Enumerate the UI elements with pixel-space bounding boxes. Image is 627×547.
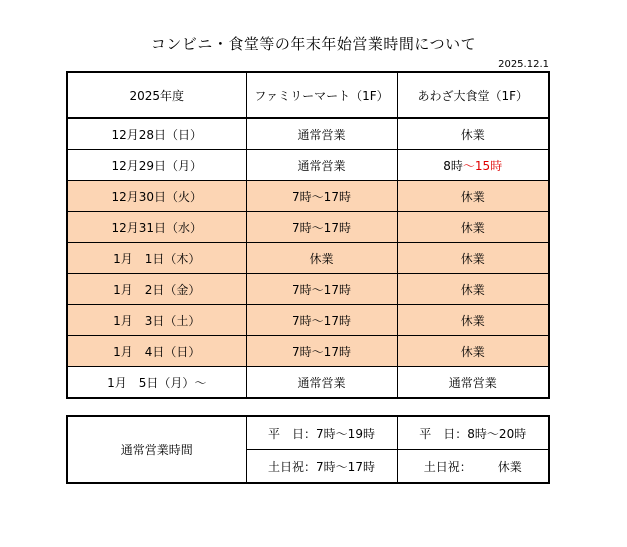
header-familymart: ファミリーマート（1F）: [246, 72, 397, 118]
date-cell: 1月 3日（土）: [67, 305, 246, 336]
header-fiscal-year: 2025年度: [67, 72, 246, 118]
header-awaza-cafeteria: あわざ大食堂（1F）: [397, 72, 549, 118]
date-cell: 12月29日（月）: [67, 150, 246, 181]
awaza-cell: [397, 150, 549, 181]
awaza-cell: 休業: [397, 181, 549, 212]
awaza-hours-end: ～15時: [462, 158, 503, 173]
regular-hours-label: 通常営業時間: [67, 416, 246, 483]
familymart-cell: 7時～17時: [246, 336, 397, 367]
awaza-cell: 休業: [397, 336, 549, 367]
familymart-cell: 7時～17時: [246, 181, 397, 212]
table-row: [67, 243, 549, 274]
date-cell: 1月 1日（木）: [67, 243, 246, 274]
date-cell: 12月28日（日）: [67, 118, 246, 150]
awaza-cell: 休業: [397, 118, 549, 150]
table-row: [67, 305, 549, 336]
table-row: [67, 212, 549, 243]
familymart-weekday-hours: 平 日：7時～19時: [246, 416, 397, 450]
table-header-row: [67, 72, 549, 118]
holiday-schedule-table: [66, 71, 550, 399]
awaza-hours-start: 8時: [443, 158, 463, 173]
table-row: [67, 118, 549, 150]
familymart-cell: 7時～17時: [246, 274, 397, 305]
awaza-weekend-label: 土日祝：: [423, 459, 472, 474]
date-cell: 12月30日（火）: [67, 181, 246, 212]
table-row: [67, 367, 549, 399]
table-row: [67, 336, 549, 367]
familymart-cell: 通常営業: [246, 367, 397, 399]
awaza-weekend-hours: [397, 450, 549, 484]
date-cell: 12月31日（水）: [67, 212, 246, 243]
awaza-cell: 休業: [397, 243, 549, 274]
awaza-cell: 通常営業: [397, 367, 549, 399]
page-title: コンビニ・食堂等の年末年始営業時間について: [150, 35, 477, 53]
awaza-cell: 休業: [397, 305, 549, 336]
awaza-cell: 休業: [397, 212, 549, 243]
familymart-cell: 休業: [246, 243, 397, 274]
familymart-cell: 通常営業: [246, 118, 397, 150]
awaza-cell: 休業: [397, 274, 549, 305]
table-row: [67, 181, 549, 212]
familymart-cell: 通常営業: [246, 150, 397, 181]
familymart-cell: 7時～17時: [246, 212, 397, 243]
awaza-weekend-value: 休業: [497, 459, 522, 474]
table-row: [67, 416, 549, 450]
date-cell: 1月 2日（金）: [67, 274, 246, 305]
issue-date: 2025.12.1: [498, 59, 549, 70]
date-cell: 1月 5日（月）～: [67, 367, 246, 399]
table-row: [67, 150, 549, 181]
table-row: [67, 274, 549, 305]
date-cell: 1月 4日（日）: [67, 336, 246, 367]
familymart-weekend-hours: 土日祝：7時～17時: [246, 450, 397, 484]
regular-hours-table: [66, 415, 550, 484]
familymart-cell: 7時～17時: [246, 305, 397, 336]
awaza-weekday-hours: 平 日：8時～20時: [397, 416, 549, 450]
